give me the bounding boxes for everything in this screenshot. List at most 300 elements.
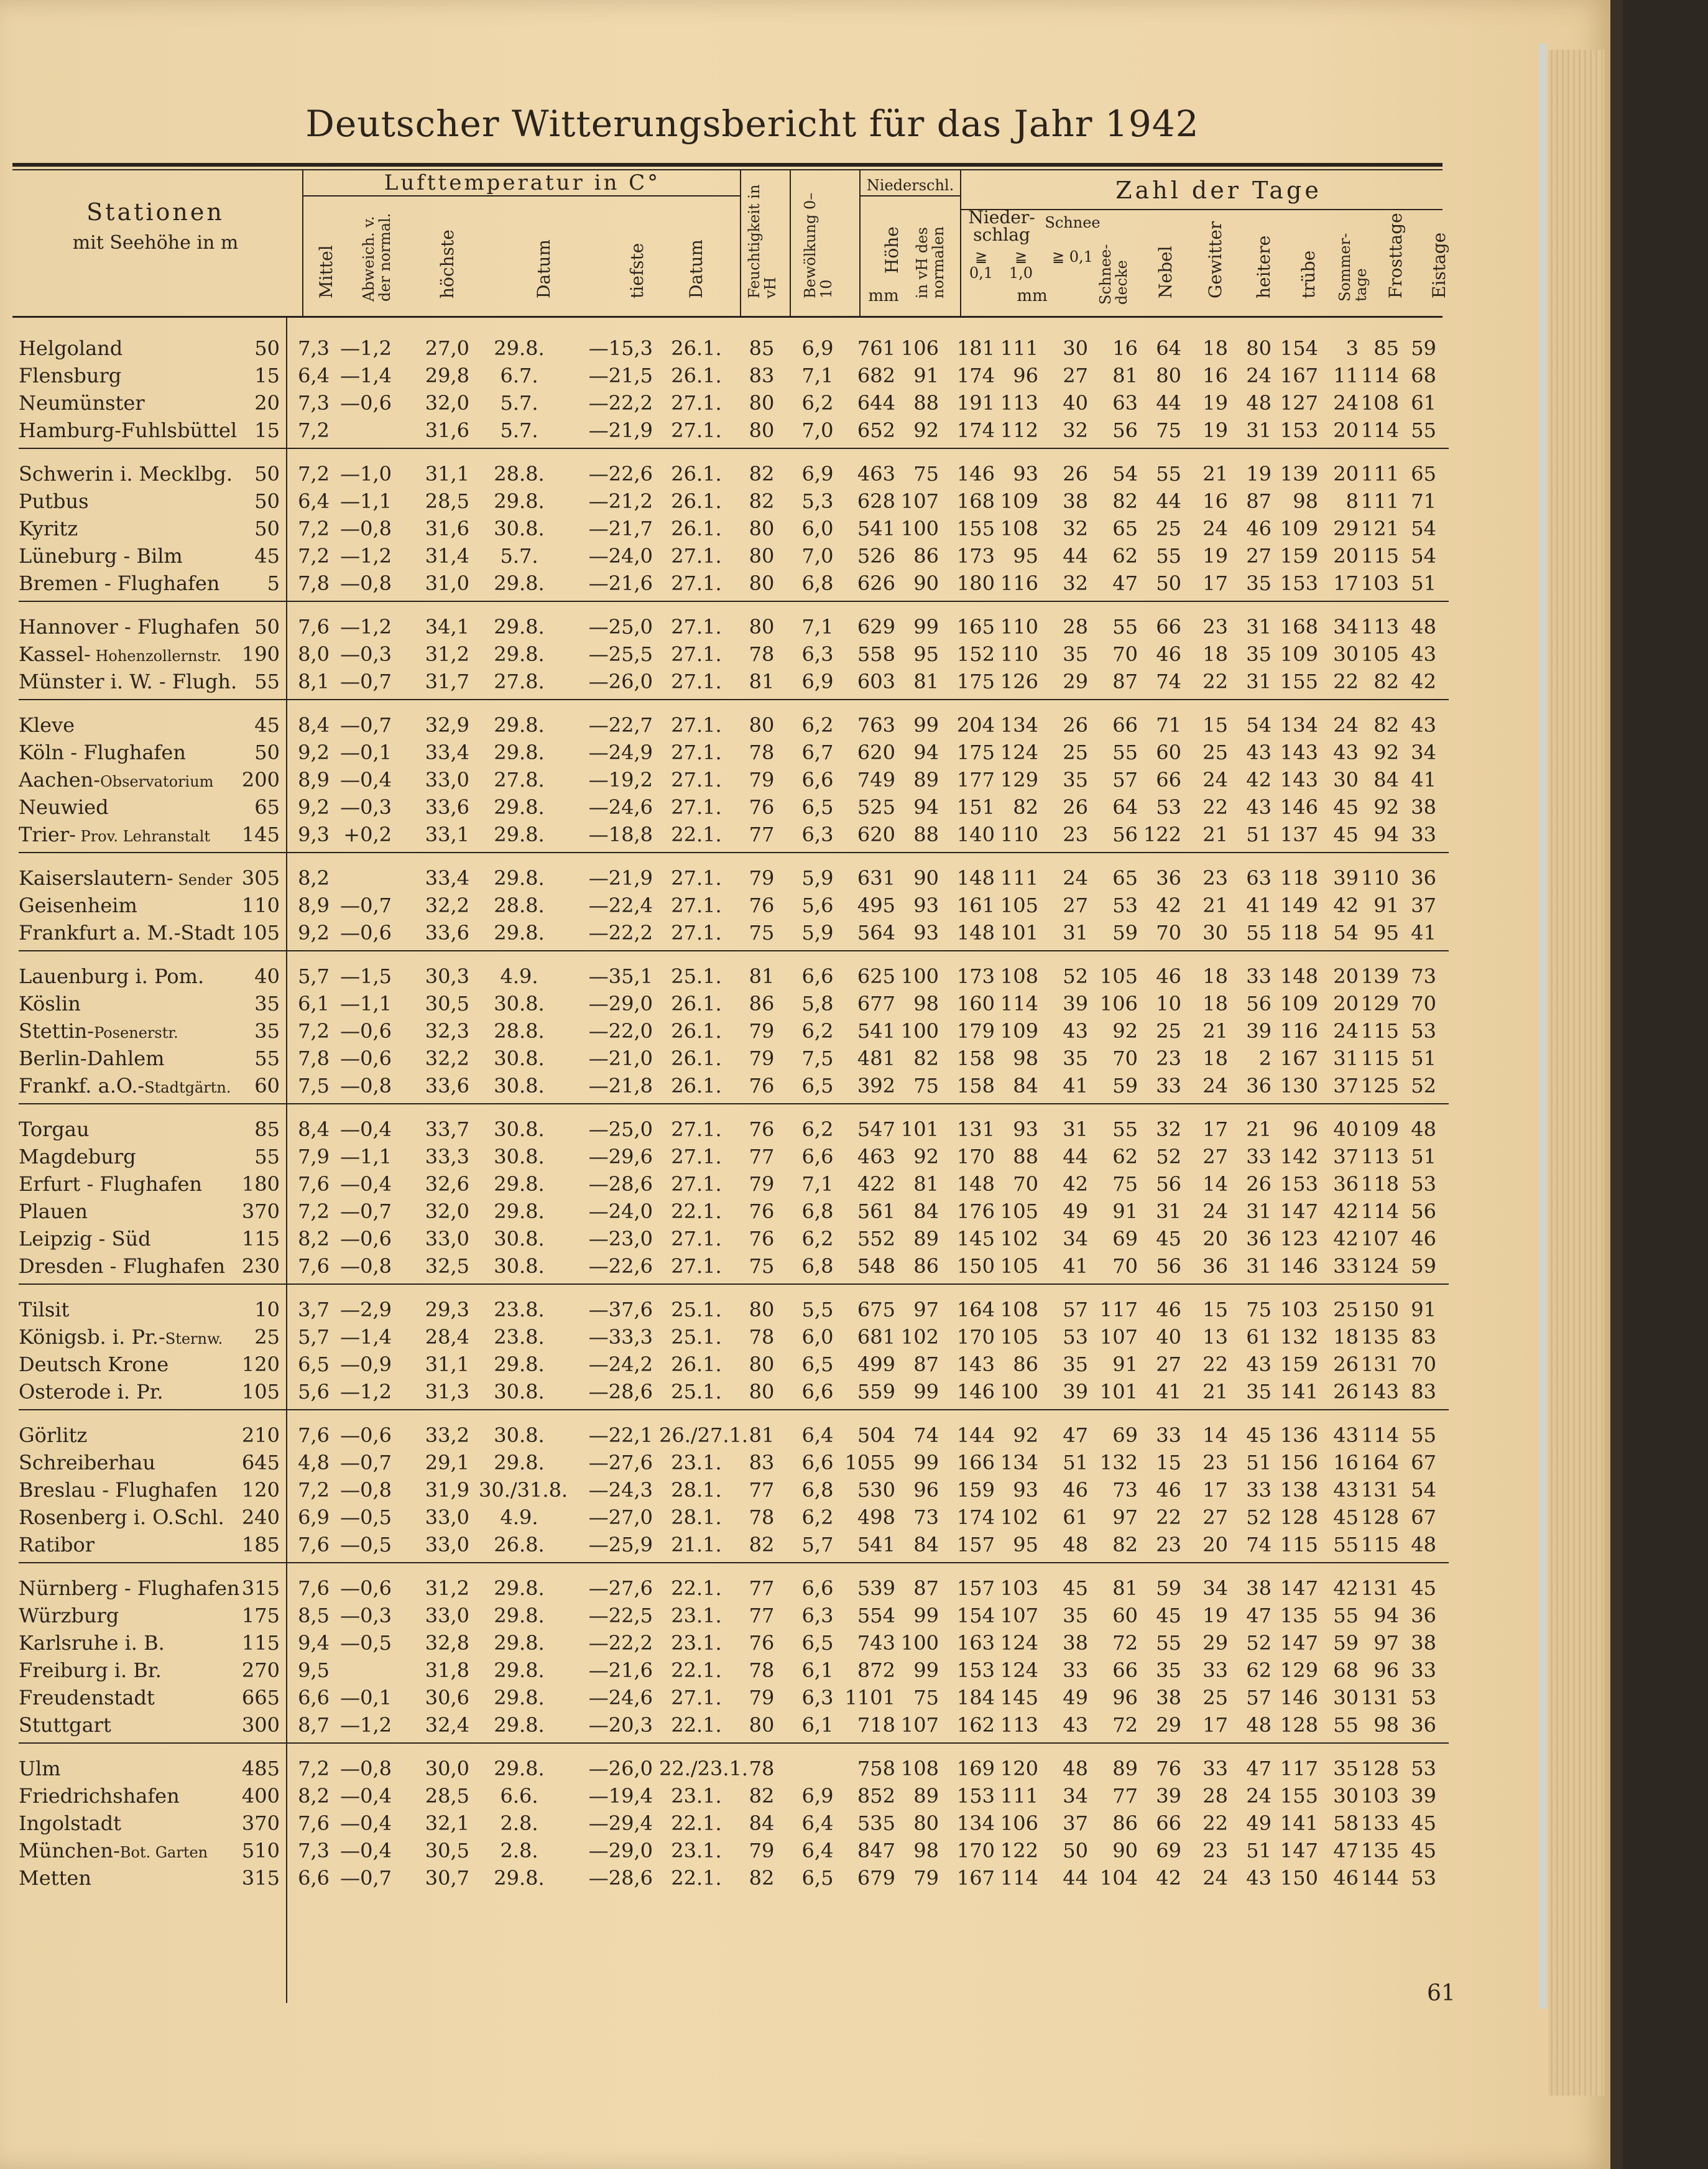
table-cell: 37: [1063, 1811, 1088, 1835]
table-cell: 39: [1063, 1380, 1088, 1404]
table-cell: 5,6: [801, 894, 834, 917]
table-cell: 41: [1411, 768, 1436, 792]
header-gewitter: Gewitter: [1205, 221, 1226, 298]
header-stations: Stationen: [86, 198, 224, 226]
table-row: [19, 963, 1449, 990]
table-cell: 66: [1112, 713, 1138, 737]
table-cell: 6,7: [801, 741, 834, 764]
table-cell: 117: [1280, 1757, 1318, 1780]
station-name-main: Deutsch Krone: [19, 1353, 169, 1376]
station-name-main: Schreiberhau: [19, 1451, 155, 1474]
table-cell: 27: [1203, 1505, 1228, 1529]
table-row: [19, 613, 1449, 641]
table-cell: 105: [1000, 1254, 1038, 1278]
table-cell: 109: [1280, 517, 1318, 540]
table-cell: 35: [1063, 1047, 1088, 1070]
table-row: [19, 711, 1449, 739]
table-cell: 33,4: [425, 741, 469, 764]
table-cell: 54: [1333, 921, 1359, 945]
station-name-sub: Sternw.: [165, 1330, 223, 1348]
table-cell: —1,0: [340, 462, 392, 486]
table-cell: —0,4: [340, 1839, 392, 1862]
table-cell: 25.1.: [671, 964, 722, 988]
table-cell: 29.8.: [494, 1658, 545, 1682]
table-cell: —0,8: [340, 571, 392, 595]
table-cell: 26.1.: [671, 1047, 722, 1070]
table-cell: 7,6: [298, 1533, 330, 1556]
table-cell: 530: [857, 1478, 895, 1502]
table-cell: 24: [1333, 1019, 1359, 1043]
table-cell: —21,6: [588, 571, 653, 595]
table-cell: —0,8: [340, 1074, 392, 1098]
table-cell: 36: [1246, 1074, 1272, 1098]
station-elevation: 50: [254, 615, 280, 639]
table-cell: 42: [1411, 670, 1436, 693]
table-cell: 91: [1373, 894, 1399, 917]
table-cell: 170: [956, 1325, 995, 1349]
table-cell: 28,4: [425, 1325, 469, 1349]
table-cell: 78: [749, 1658, 775, 1682]
table-cell: 26: [1333, 1380, 1359, 1404]
table-cell: 552: [857, 1227, 895, 1251]
table-cell: 83: [749, 364, 775, 387]
table-cell: 28,5: [425, 1784, 469, 1808]
table-cell: 22: [1203, 1811, 1228, 1835]
table-cell: 157: [956, 1576, 995, 1600]
table-row: [19, 793, 1449, 821]
table-cell: 6,6: [801, 1576, 834, 1600]
table-cell: 155: [1280, 670, 1318, 693]
station-name-sub: Prov. Lehranstalt: [75, 828, 211, 845]
table-cell: 558: [857, 642, 895, 666]
table-cell: 61: [1246, 1325, 1272, 1349]
table-cell: 6,8: [801, 1254, 834, 1278]
table-cell: 7,3: [298, 391, 330, 415]
table-cell: 31: [1246, 1200, 1272, 1223]
table-cell: 134: [956, 1811, 995, 1835]
table-cell: 4.9.: [500, 964, 538, 988]
table-cell: 145: [1000, 1686, 1038, 1709]
table-cell: 106: [1099, 992, 1138, 1015]
table-cell: 76: [749, 1631, 775, 1655]
table-row: [19, 389, 1449, 417]
table-cell: 132: [1099, 1451, 1138, 1474]
table-cell: 92: [1373, 795, 1399, 819]
table-cell: 763: [857, 713, 895, 737]
station-group: [19, 862, 1449, 951]
table-cell: 26: [1063, 713, 1088, 737]
table-cell: 23: [1156, 1533, 1181, 1556]
station-group: [19, 709, 1449, 853]
table-cell: 761: [857, 336, 895, 360]
table-cell: —0,4: [340, 1172, 392, 1196]
table-cell: 27.1.: [671, 741, 722, 764]
table-cell: 57: [1246, 1686, 1272, 1709]
table-cell: 24: [1203, 1866, 1228, 1890]
table-cell: —1,2: [340, 1713, 392, 1737]
station-name-main: Kassel-: [19, 642, 91, 666]
station-elevation: 50: [254, 489, 280, 513]
table-cell: 27.1.: [671, 713, 722, 737]
table-cell: 113: [1000, 1713, 1038, 1737]
table-cell: 22.1.: [671, 1866, 722, 1890]
table-cell: 77: [749, 1576, 775, 1600]
table-cell: 174: [956, 364, 995, 387]
table-cell: 61: [1063, 1505, 1088, 1529]
station-name-main: Rosenberg i. O.Schl.: [19, 1505, 224, 1529]
table-cell: 173: [956, 964, 995, 988]
table-cell: 85: [749, 336, 775, 360]
station-group: [19, 1419, 1449, 1563]
station-elevation: 300: [241, 1713, 280, 1737]
table-cell: 5,6: [298, 1380, 330, 1404]
station-elevation: 40: [254, 964, 280, 988]
table-cell: 18: [1203, 964, 1228, 988]
table-cell: 163: [956, 1631, 995, 1655]
table-cell: 75: [913, 1686, 939, 1709]
table-cell: 7,6: [298, 1811, 330, 1835]
station-elevation: 315: [241, 1576, 280, 1600]
header-top-rule: [12, 163, 1443, 167]
table-cell: 9,3: [298, 823, 330, 846]
table-cell: 82: [749, 1533, 775, 1556]
station-elevation: 120: [241, 1353, 280, 1376]
table-cell: 43: [1333, 1423, 1359, 1447]
table-cell: 75: [913, 1074, 939, 1098]
table-cell: 143: [956, 1353, 995, 1376]
table-cell: 44: [1063, 544, 1088, 568]
station-name-main: Helgoland: [19, 336, 123, 360]
table-cell: 30.8.: [494, 517, 545, 540]
table-cell: 749: [857, 768, 895, 792]
table-cell: 5.7.: [500, 419, 538, 442]
table-cell: 65: [1411, 462, 1436, 486]
table-cell: 98: [1373, 1713, 1399, 1737]
table-cell: 35: [1063, 768, 1088, 792]
station-elevation: 5: [267, 571, 280, 595]
station-elevation: 45: [254, 544, 280, 568]
table-cell: 101: [900, 1117, 939, 1141]
table-cell: 22: [1333, 670, 1359, 693]
table-cell: 53: [1411, 1686, 1436, 1709]
table-cell: 40: [1063, 391, 1088, 415]
table-cell: 7,3: [298, 336, 330, 360]
table-cell: 26.1.: [671, 336, 722, 360]
table-cell: 6,5: [801, 1631, 834, 1655]
table-cell: 81: [749, 1423, 775, 1447]
table-cell: 82: [1013, 795, 1038, 819]
table-cell: 124: [1360, 1254, 1399, 1278]
table-cell: 153: [956, 1658, 995, 1682]
table-cell: 4.9.: [500, 1505, 538, 1529]
table-cell: 8,9: [298, 768, 330, 792]
table-cell: 80: [749, 571, 775, 595]
station-name-main: Friedrichshafen: [19, 1784, 180, 1808]
table-cell: 16: [1112, 336, 1138, 360]
table-cell: 53: [1156, 795, 1181, 819]
table-cell: 872: [857, 1658, 895, 1682]
table-cell: 27.1.: [671, 670, 722, 693]
table-cell: 24: [1203, 517, 1228, 540]
table-cell: 75: [1112, 1172, 1138, 1196]
table-cell: 547: [857, 1117, 895, 1141]
table-cell: 33,7: [425, 1117, 469, 1141]
station-elevation: 510: [241, 1839, 280, 1862]
table-cell: —0,6: [340, 1019, 392, 1043]
table-cell: 24: [1246, 1784, 1272, 1808]
station-name-main: Hannover - Flughafen: [19, 615, 240, 639]
table-cell: 20: [1203, 1227, 1228, 1251]
table-cell: 30.8.: [494, 1227, 545, 1251]
table-cell: 30,3: [425, 964, 469, 988]
table-cell: 7,2: [298, 1757, 330, 1780]
table-cell: 88: [913, 823, 939, 846]
table-cell: 78: [749, 642, 775, 666]
table-cell: 48: [1411, 1117, 1436, 1141]
table-cell: 103: [1360, 1784, 1399, 1808]
table-cell: 111: [1360, 462, 1399, 486]
table-cell: 23: [1203, 1451, 1228, 1474]
table-cell: 81: [1112, 364, 1138, 387]
table-cell: 73: [913, 1505, 939, 1529]
table-cell: 31,1: [425, 1353, 469, 1376]
table-row: [19, 1657, 1449, 1684]
station-elevation: 175: [241, 1604, 280, 1627]
table-cell: 82: [1373, 670, 1399, 693]
table-cell: 115: [1360, 1019, 1399, 1043]
table-cell: 26.1.: [671, 1074, 722, 1098]
page-edge-strip: [1539, 44, 1546, 2009]
table-cell: 53: [1411, 1019, 1436, 1043]
station-name-main: Ingolstadt: [19, 1811, 121, 1835]
station-name-main: Neumünster: [19, 391, 145, 415]
table-cell: 499: [857, 1353, 895, 1376]
table-cell: 134: [1280, 713, 1318, 737]
station-name-main: Schwerin i. Mecklbg.: [19, 462, 233, 486]
table-cell: 114: [1000, 992, 1038, 1015]
table-cell: 88: [913, 391, 939, 415]
table-cell: 100: [900, 964, 939, 988]
table-cell: —0,7: [340, 1866, 392, 1890]
table-cell: 629: [857, 615, 895, 639]
table-cell: 96: [1373, 1658, 1399, 1682]
table-cell: 525: [857, 795, 895, 819]
station-elevation: 10: [254, 1298, 280, 1321]
table-cell: 56: [1156, 1172, 1181, 1196]
table-cell: 23: [1156, 1047, 1181, 1070]
table-cell: 27.1.: [671, 1145, 722, 1168]
table-cell: 33,4: [425, 866, 469, 890]
table-cell: 82: [749, 1866, 775, 1890]
station-name-main: Tilsit: [19, 1298, 70, 1321]
table-cell: 52: [1156, 1145, 1181, 1168]
table-cell: 27: [1156, 1353, 1181, 1376]
table-cell: 51: [1246, 823, 1272, 846]
table-cell: 81: [1112, 1576, 1138, 1600]
table-cell: 29.8.: [494, 571, 545, 595]
table-cell: 28.1.: [671, 1478, 722, 1502]
table-cell: 32,0: [425, 391, 469, 415]
table-cell: 46: [1246, 517, 1272, 540]
station-name-main: Flensburg: [19, 364, 122, 387]
table-cell: 31,3: [425, 1380, 469, 1404]
table-cell: 41: [1063, 1074, 1088, 1098]
table-cell: —0,8: [340, 1478, 392, 1502]
table-cell: 54: [1246, 713, 1272, 737]
station-name-main: Köslin: [19, 992, 81, 1015]
table-cell: —22,4: [588, 894, 653, 917]
table-cell: 59: [1112, 1074, 1138, 1098]
station-name-main: Erfurt - Flughafen: [19, 1172, 203, 1196]
table-cell: 40: [1333, 1117, 1359, 1141]
table-cell: 27.1.: [671, 894, 722, 917]
table-row: [19, 362, 1449, 389]
table-cell: 61: [1411, 391, 1436, 415]
table-cell: 150: [1280, 1866, 1318, 1890]
table-cell: 125: [1360, 1074, 1399, 1098]
table-cell: 106: [1000, 1811, 1038, 1835]
table-cell: —0,6: [340, 921, 392, 945]
table-cell: —22,0: [588, 1019, 653, 1043]
table-cell: 7,5: [801, 1047, 834, 1070]
table-cell: 5,7: [298, 1325, 330, 1349]
table-cell: 42: [1246, 768, 1272, 792]
header-niederschlag: Nieder-schlag: [968, 207, 1035, 245]
table-cell: 564: [857, 921, 895, 945]
table-cell: 53: [1063, 1325, 1088, 1349]
table-cell: —24,3: [588, 1478, 653, 1502]
station-name-main: Königsb. i. Pr.-: [19, 1325, 165, 1349]
table-cell: 6,2: [801, 1117, 834, 1141]
table-cell: 26.1.: [671, 992, 722, 1015]
table-cell: 143: [1280, 741, 1318, 764]
table-cell: 30,0: [425, 1757, 469, 1780]
station-name-main: Frankfurt a. M.-Stadt: [19, 921, 235, 945]
table-cell: 124: [1000, 1631, 1038, 1655]
niederschl-underline: [859, 195, 960, 197]
table-cell: 34: [1411, 741, 1436, 764]
table-cell: 76: [749, 1117, 775, 1141]
table-cell: 129: [1000, 768, 1038, 792]
table-cell: 132: [1280, 1325, 1318, 1349]
table-cell: 31,4: [425, 544, 469, 568]
table-cell: 8,5: [298, 1604, 330, 1627]
table-cell: 25: [1156, 517, 1181, 540]
table-cell: 80: [749, 1713, 775, 1737]
table-cell: 144: [956, 1423, 995, 1447]
table-row: [19, 1252, 1449, 1280]
table-cell: —0,6: [340, 1576, 392, 1600]
table-cell: 21: [1203, 1019, 1228, 1043]
table-cell: 57: [1112, 768, 1138, 792]
table-cell: 53: [1112, 894, 1138, 917]
table-cell: 526: [857, 544, 895, 568]
table-cell: 95: [1013, 1533, 1038, 1556]
table-cell: 30.8.: [494, 992, 545, 1015]
table-cell: 102: [900, 1325, 939, 1349]
table-cell: 29,1: [425, 1451, 469, 1474]
station-elevation: 110: [241, 894, 280, 917]
table-cell: —25,0: [588, 615, 653, 639]
table-cell: 56: [1112, 823, 1138, 846]
table-cell: 107: [1000, 1604, 1038, 1627]
table-cell: 44: [1063, 1145, 1088, 1168]
table-cell: 7,2: [298, 1200, 330, 1223]
table-cell: 29.8.: [494, 741, 545, 764]
table-cell: 22.1.: [671, 823, 722, 846]
station-elevation: 665: [241, 1686, 280, 1709]
table-cell: 79: [749, 1172, 775, 1196]
table-cell: 156: [1280, 1451, 1318, 1474]
table-cell: 10: [1156, 992, 1181, 1015]
table-cell: 121: [1360, 517, 1399, 540]
table-cell: 98: [913, 992, 939, 1015]
table-cell: —15,3: [588, 336, 653, 360]
table-cell: 100: [900, 1019, 939, 1043]
table-cell: 96: [913, 1478, 939, 1502]
table-cell: 179: [956, 1019, 995, 1043]
table-cell: 131: [1360, 1686, 1399, 1709]
station-elevation: 305: [241, 866, 280, 890]
table-cell: 19: [1203, 1604, 1228, 1627]
table-row: [19, 1378, 1449, 1405]
table-cell: 7,6: [298, 1172, 330, 1196]
table-cell: 392: [857, 1074, 895, 1098]
table-cell: —22,7: [588, 713, 653, 737]
table-row: [19, 1198, 1449, 1225]
header-hoehe: Höhe: [882, 226, 902, 274]
station-group: [19, 611, 1449, 700]
table-cell: 7,2: [298, 1019, 330, 1043]
table-cell: 6,8: [801, 1478, 834, 1502]
table-cell: 22: [1203, 670, 1228, 693]
table-cell: 6,0: [801, 517, 834, 540]
table-cell: 96: [1293, 1117, 1318, 1141]
table-cell: 120: [1000, 1757, 1038, 1780]
table-cell: 143: [1280, 768, 1318, 792]
table-cell: 80: [749, 517, 775, 540]
table-cell: 48: [1246, 391, 1272, 415]
table-cell: 14: [1203, 1172, 1228, 1196]
table-cell: 79: [749, 768, 775, 792]
table-cell: —1,2: [340, 544, 392, 568]
table-cell: 7,6: [298, 1254, 330, 1278]
table-cell: 626: [857, 571, 895, 595]
table-cell: 847: [857, 1839, 895, 1862]
table-cell: 71: [1156, 713, 1181, 737]
table-cell: 160: [956, 992, 995, 1015]
table-cell: 146: [1280, 1686, 1318, 1709]
table-cell: 153: [1280, 419, 1318, 442]
table-cell: 30.8.: [494, 1380, 545, 1404]
table-cell: 26.1.: [671, 489, 722, 513]
table-cell: —25,0: [588, 1117, 653, 1141]
table-cell: 7,2: [298, 517, 330, 540]
table-cell: 78: [749, 1505, 775, 1529]
station-elevation: 200: [241, 768, 280, 792]
table-cell: 631: [857, 866, 895, 890]
table-cell: —27,6: [588, 1451, 653, 1474]
table-cell: 79: [749, 1019, 775, 1043]
table-cell: 110: [1000, 823, 1038, 846]
table-cell: 32: [1063, 419, 1088, 442]
station-name-main: Görlitz: [19, 1423, 88, 1447]
table-cell: 6,2: [801, 1019, 834, 1043]
table-cell: 26: [1063, 795, 1088, 819]
table-cell: 54: [1411, 544, 1436, 568]
table-cell: 36: [1411, 866, 1436, 890]
table-cell: 105: [1000, 1325, 1038, 1349]
